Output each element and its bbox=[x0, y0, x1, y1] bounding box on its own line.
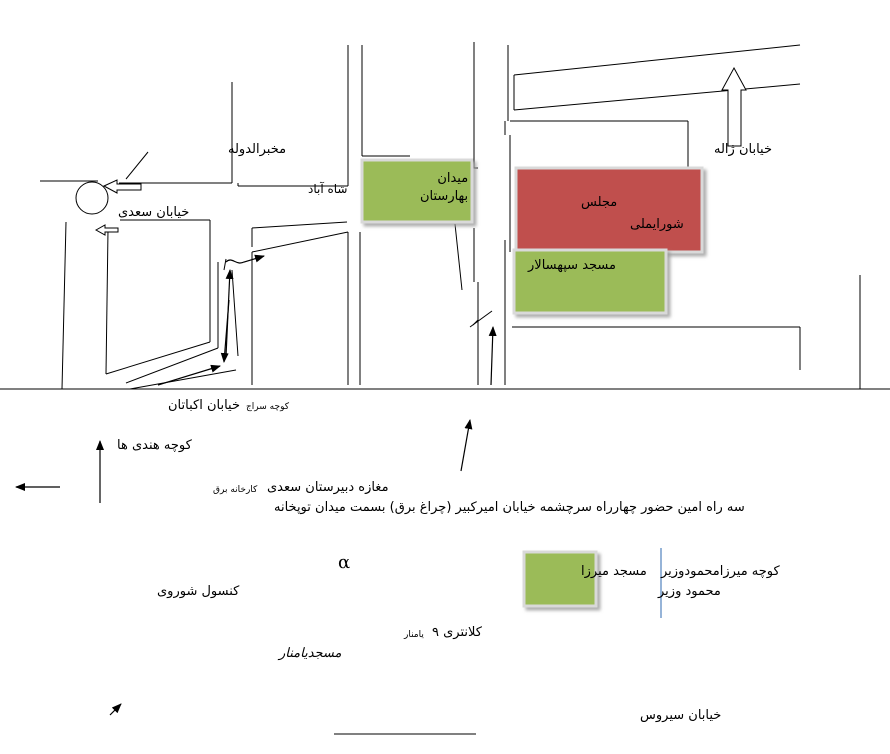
street-line bbox=[514, 84, 800, 110]
label-shah-abad: شاه آباد bbox=[308, 182, 348, 196]
hollow-arrow-left-icon bbox=[104, 180, 141, 193]
label-masjed-yamnar: مسجدیامنار bbox=[279, 646, 342, 661]
arrow-right-icon bbox=[158, 366, 220, 385]
street-line bbox=[473, 320, 478, 325]
label-shoraye-melli: شورایملی bbox=[630, 217, 684, 232]
label-khiaban-sirus: خیابان سیروس bbox=[640, 708, 722, 723]
label-mahmood-vazir: محمود وزیر bbox=[658, 584, 721, 599]
label-yamnar: یامنار bbox=[404, 630, 424, 640]
arrow-up-icon bbox=[461, 420, 470, 471]
hollow-arrow-up-icon bbox=[722, 68, 746, 146]
street-line bbox=[252, 232, 348, 252]
label-kuche-mirza-mahmood: کوچه میرزامحمودوزیر bbox=[661, 564, 780, 579]
street-line bbox=[224, 259, 226, 270]
street-line bbox=[130, 370, 236, 389]
label-masjed-mirza: مسجد میرزا bbox=[581, 564, 647, 579]
roundabout-circle bbox=[76, 182, 108, 214]
hollow-arrow-left-icon bbox=[96, 225, 118, 235]
label-maghazeh-saadi: مغازه دبیرستان سعدی bbox=[267, 480, 389, 495]
arrow-up-right-icon bbox=[110, 704, 121, 715]
label-maydan-baharestan: میدان بهارستان bbox=[420, 171, 469, 204]
label-kalantari: کلانتری ۹ bbox=[432, 625, 482, 640]
street-line bbox=[62, 222, 66, 389]
street-line bbox=[232, 270, 238, 356]
label-mokhber-dowleh: مخبرالدوله bbox=[228, 142, 287, 157]
label-karkhaneh-bargh: کارخانه برق bbox=[213, 485, 258, 495]
label-three-way-route: سه راه امین حضور چهارراه سرچشمه خیابان امیرکبیر (چراغ برق) بسمت میدان توپخانه bbox=[274, 500, 745, 515]
alpha-mark-icon: α bbox=[338, 552, 351, 573]
arrow-curve-icon bbox=[226, 256, 264, 263]
street-line bbox=[252, 222, 347, 228]
label-masjed-sepahsalar: مسجد سپهسالار bbox=[528, 258, 616, 273]
label-khiaban-ekbatan: خیابان اکباتان bbox=[168, 398, 240, 413]
street-line bbox=[106, 342, 210, 374]
street-line bbox=[455, 224, 462, 290]
arrow-up-icon bbox=[491, 327, 493, 385]
label-kuche-seraj: کوچه سراج bbox=[246, 402, 290, 412]
label-majlis: مجلس bbox=[581, 195, 618, 210]
label-khiaban-saadi: خیابان سعدی bbox=[118, 205, 190, 220]
label-khiaban-jaleh: خیابان ژاله bbox=[714, 142, 772, 157]
street-line bbox=[106, 230, 108, 374]
street-line bbox=[514, 45, 800, 75]
label-kuche-hendi-ha: کوچه هندی ها bbox=[117, 438, 192, 453]
street-line bbox=[126, 152, 148, 179]
label-konsul-shoravi: کنسول شوروی bbox=[157, 584, 240, 599]
